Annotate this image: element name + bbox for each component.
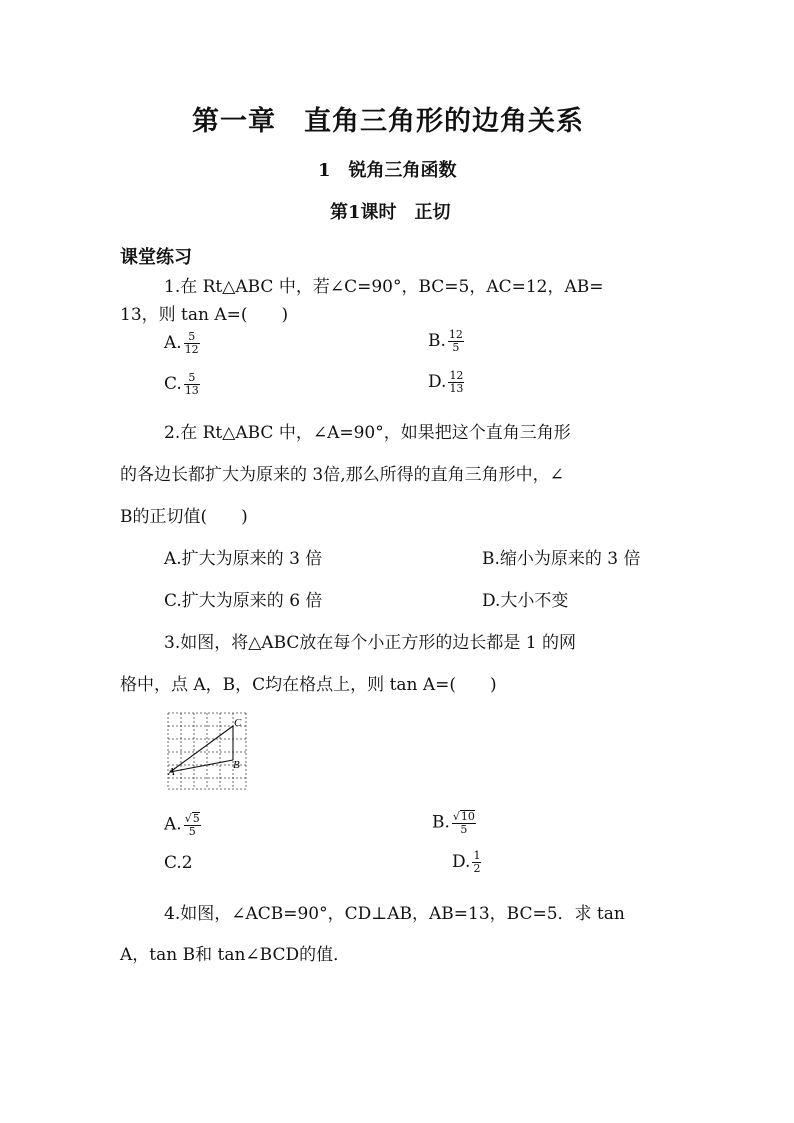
practice-heading: 课堂练习: [120, 247, 192, 268]
q1-option-a: A. $\frac{5}{12}$: [164, 330, 199, 356]
q3-option-d: D. $\frac{1}{2}$: [452, 849, 481, 875]
side-ab: [170, 760, 233, 772]
q2-option-b: B.缩小为原来的 3 倍: [482, 549, 641, 569]
fraction: $\frac{5}{13}$: [184, 371, 199, 397]
q1-option-b: B. $\frac{12}{5}$: [428, 328, 463, 354]
q2-option-c: C.扩大为原来的 6 倍: [164, 591, 323, 611]
lesson-title: 第1课时 正切: [330, 202, 451, 223]
q1-line2: 13，则 tan A=( ): [120, 305, 289, 325]
chapter-title: 第一章 直角三角形的边角关系: [192, 106, 584, 137]
q3-line1: 3.如图，将△ABC放在每个小正方形的边长都是 1 的网: [164, 633, 577, 653]
fraction: $\frac{12}{5}$: [448, 328, 463, 354]
label-c: C: [234, 717, 242, 729]
section-title: 1 锐角三角函数: [318, 160, 457, 181]
q2-line2: 的各边长都扩大为原来的 3倍,那么所得的直角三角形中，∠: [120, 465, 564, 485]
q1-option-c: C. $\frac{5}{13}$: [164, 371, 199, 397]
q1-option-d: D. $\frac{12}{13}$: [428, 369, 464, 395]
q2-option-d: D.大小不变: [482, 591, 569, 611]
q3-line2: 格中，点 A，B，C均在格点上，则 tan A=( ): [120, 675, 497, 695]
fraction: $\frac{√10}{5}$: [452, 810, 475, 836]
q3-option-a: A. $\frac{√5}{5}$: [164, 812, 200, 838]
q1-line1: 1.在 Rt△ABC 中，若∠C=90°，BC=5，AC=12，AB=: [164, 277, 604, 297]
q2-line1: 2.在 Rt△ABC 中，∠A=90°，如果把这个直角三角形: [164, 423, 571, 443]
fraction: $\frac{√5}{5}$: [184, 812, 200, 838]
fraction: $\frac{12}{13}$: [449, 369, 464, 395]
grid-triangle-figure: [165, 710, 249, 792]
q2-line3: B的正切值( ): [120, 507, 248, 527]
fraction: $\frac{1}{2}$: [473, 849, 481, 875]
label-a: A: [168, 766, 175, 778]
q4-line2: A，tan B和 tan∠BCD的值．: [120, 945, 351, 965]
q3-option-c: C.2: [164, 853, 193, 873]
fraction: $\frac{5}{12}$: [184, 330, 199, 356]
q3-option-b: B. $\frac{√10}{5}$: [432, 810, 475, 836]
q2-option-a: A.扩大为原来的 3 倍: [164, 549, 323, 569]
label-b: B: [233, 759, 240, 771]
q4-line1: 4.如图，∠ACB=90°，CD⊥AB，AB=13，BC=5．求 tan: [164, 904, 625, 924]
